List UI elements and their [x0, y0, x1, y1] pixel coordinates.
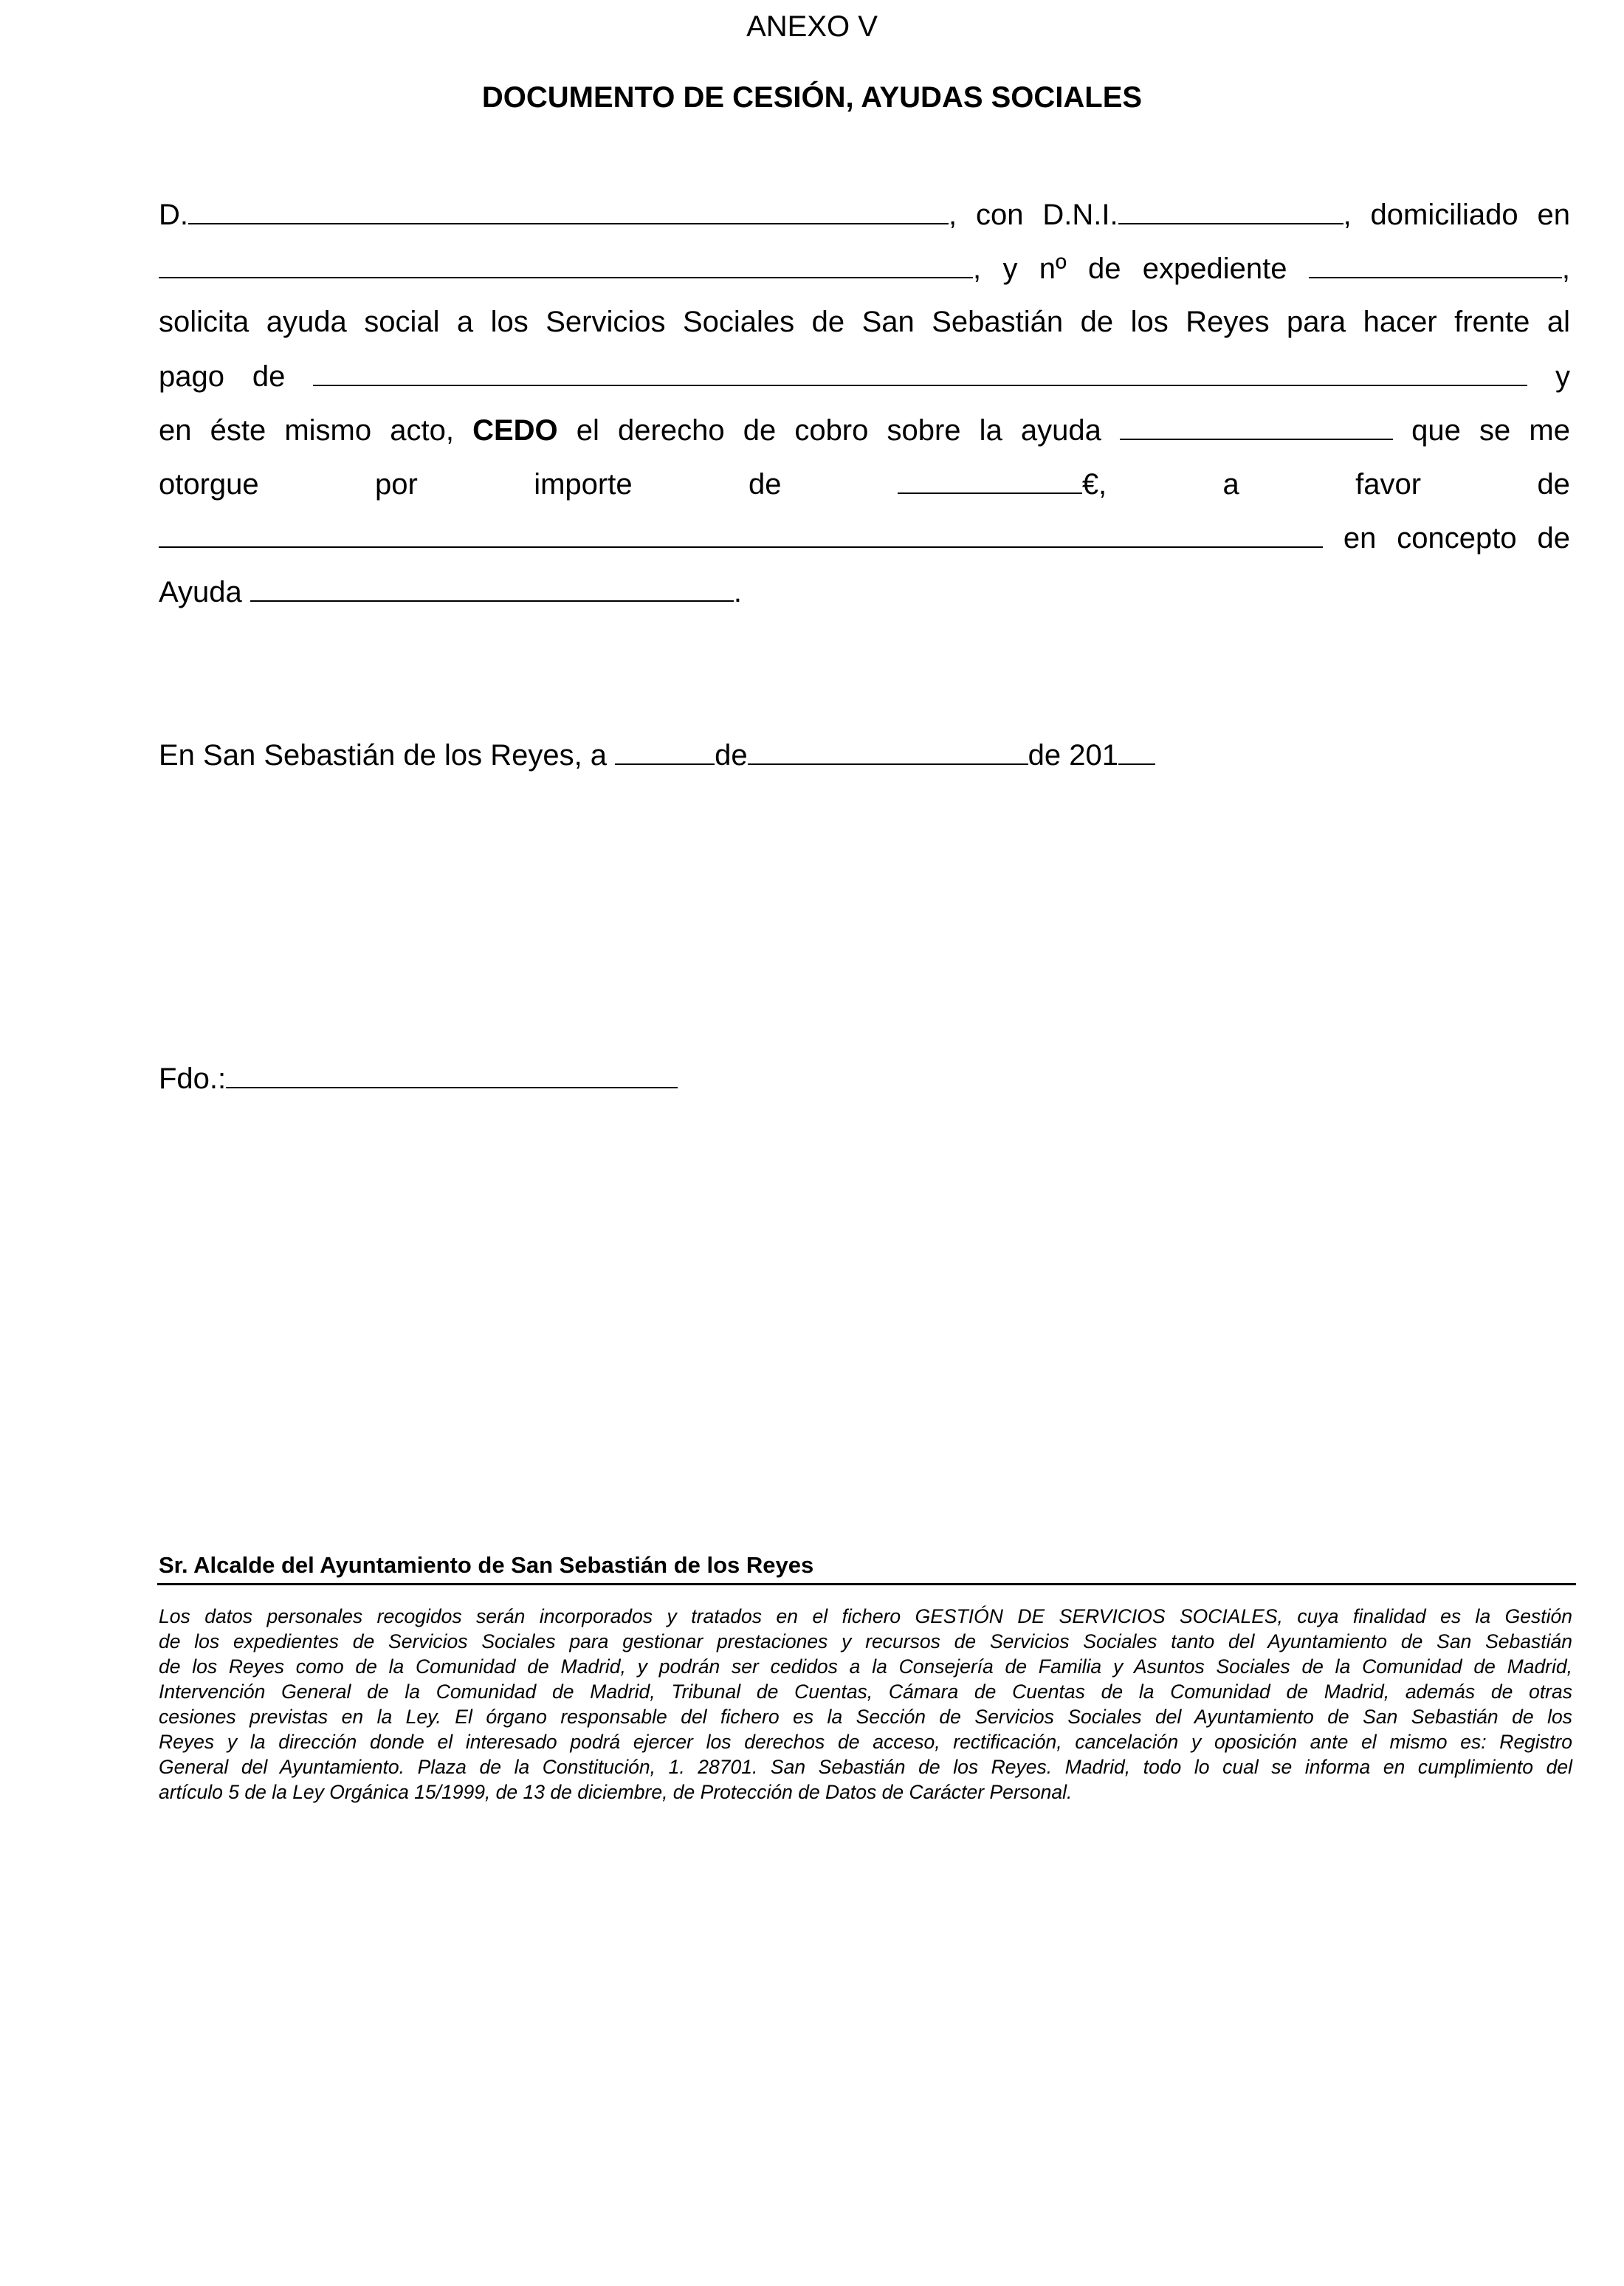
- form-line-5: [159, 412, 1570, 448]
- date-line: [159, 737, 1570, 773]
- privacy-notice-line: cesiones previstas en la Ley. El órgano responsable del fichero es la Sección de Servicios Sociales del Ayuntamiento de San Sebastián de los: [159, 1706, 1572, 1728]
- form-line-4: [159, 358, 1570, 394]
- label-d: D.: [159, 199, 188, 231]
- word: de: [748, 468, 782, 501]
- expediente-field[interactable]: [1309, 250, 1562, 278]
- privacy-notice-line: de los Reyes como de la Comunidad de Madrid, y podrán ser cedidos a la Consejería de Familia y Asuntos Sociales de la Comunidad de Madrid,: [159, 1655, 1572, 1678]
- word: importe: [534, 468, 633, 501]
- cede-text-b: el derecho de cobro sobre la ayuda: [576, 414, 1101, 447]
- word: favor: [1355, 468, 1422, 501]
- word: otorgue: [159, 468, 259, 501]
- date-de: de: [715, 739, 748, 772]
- document-title: DOCUMENTO DE CESIÓN, AYUDAS SOCIALES: [481, 81, 1143, 114]
- dni-field[interactable]: [1118, 196, 1343, 224]
- aid-field[interactable]: [1120, 412, 1393, 440]
- signature-label: Fdo.:: [159, 1063, 227, 1095]
- name-field[interactable]: [188, 196, 949, 224]
- address-field[interactable]: [159, 250, 973, 278]
- beneficiary-field[interactable]: [159, 520, 1323, 548]
- euro-sign: €,: [1081, 468, 1107, 501]
- footer-divider: [157, 1583, 1576, 1585]
- form-line-7: [159, 520, 1570, 556]
- cedo-bold: CEDO: [472, 414, 558, 447]
- label-ayuda: Ayuda: [159, 576, 242, 608]
- cede-text-a: en éste mismo acto,: [159, 414, 454, 447]
- form-line-8: [159, 574, 1570, 610]
- form-line-2: [159, 250, 1570, 286]
- label-y: y: [1555, 360, 1570, 393]
- label-pago: pago de: [159, 360, 286, 393]
- word: de: [1537, 468, 1570, 501]
- aid-type-field[interactable]: [250, 574, 734, 602]
- form-line-6: [159, 466, 1570, 502]
- privacy-notice-line: General del Ayuntamiento. Plaza de la Constitución, 1. 28701. San Sebastián de los Reyes. Madrid, todo lo cual se informa en cumplimiento del: [159, 1756, 1572, 1778]
- privacy-notice-line: Los datos personales recogidos serán incorporados y tratados en el fichero GESTIÓN DE SERVICIOS SOCIALES, cuya finalidad es la Gestión: [159, 1605, 1572, 1627]
- word: a: [1222, 468, 1239, 501]
- request-text: solicita ayuda social a los Servicios Sociales de San Sebastián de los Reyes para hacer frente al: [159, 306, 1570, 338]
- amount-field[interactable]: [898, 466, 1082, 494]
- comma: ,: [1561, 253, 1570, 285]
- word: por: [375, 468, 418, 501]
- privacy-notice-line: artículo 5 de la Ley Orgánica 15/1999, de 13 de diciembre, de Protección de Datos de Carácter Personal.: [159, 1781, 1073, 1803]
- payment-concept-field[interactable]: [313, 358, 1527, 386]
- form-line-3: [159, 304, 1570, 340]
- label-concepto: en concepto de: [1343, 522, 1570, 555]
- signature-field[interactable]: [226, 1060, 678, 1088]
- form-line-1: [159, 196, 1570, 233]
- privacy-notice-line: de los expedientes de Servicios Sociales para gestionar prestaciones y recursos de Servicios Sociales tanto del Ayuntamiento de San Sebastián: [159, 1630, 1572, 1652]
- day-field[interactable]: [615, 737, 715, 765]
- year-field[interactable]: [1118, 737, 1155, 765]
- label-domicile: , domiciliado en: [1343, 199, 1570, 231]
- label-dni: , con D.N.I.: [949, 199, 1118, 231]
- privacy-notice-line: Reyes y la dirección donde el interesado podrá ejercer los derechos de acceso, rectificación, cancelación y oposición ante el mismo es: Registro: [159, 1731, 1572, 1753]
- year-prefix: de 201: [1028, 739, 1119, 772]
- signature-line: [159, 1060, 1570, 1096]
- annex-label: ANEXO V: [746, 10, 878, 43]
- addressee: Sr. Alcalde del Ayuntamiento de San Sebastián de los Reyes: [159, 1552, 814, 1578]
- month-field[interactable]: [748, 737, 1028, 765]
- label-expediente: , y nº de expediente: [973, 253, 1287, 285]
- date-place-text: En San Sebastián de los Reyes, a: [159, 739, 616, 772]
- privacy-notice-line: Intervención General de la Comunidad de Madrid, Tribunal de Cuentas, Cámara de Cuentas de la Comunidad de Madrid, además de otras: [159, 1681, 1572, 1703]
- period: .: [733, 576, 742, 608]
- cede-text-c: que se me: [1411, 414, 1570, 447]
